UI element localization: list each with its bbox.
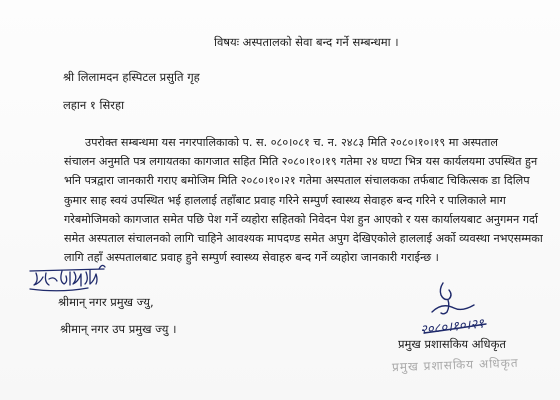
body-line: भनि पत्रद्वारा जानकारी गराए बमोजिम मिति २०८०।१०।२१ गतेमा अस्पताल संचालकका तर्फबाट चिकित्सक डा दिलिप (64, 174, 530, 188)
body-line: गरेबमोजिमको कागजात समेत पछि पेश गर्ने व्यहोरा सहितको निवेदन पेश हुन आएको र यस कार्यालयबाट अनुगमन गर्दा (64, 212, 538, 226)
copy-recipient: श्रीमान् नगर प्रमुख ज्यु, (58, 295, 154, 309)
letter-subject: विषयः अस्पतालको सेवा बन्द गर्ने सम्बन्धमा । (214, 35, 399, 49)
official-stamp: प्रमुख प्रशासकिय अधिकृत (391, 355, 519, 375)
body-line: कुमार साह स्वयं उपस्थित भई हाललाई तहाँबाट प्रवाह गरिने सम्पुर्ण स्वास्थ्य सेवाहरु बन्द गरिने र पालिकाले माग (64, 193, 506, 207)
body-line: संचालन अनुमति पत्र लगायतका कागजात सहित मिति २०८०।१०।१९ गतेमा २४ घण्टा भित्र यस कार्यलयमा उपस्थित हुन (64, 155, 538, 169)
body-line: समेत अस्पताल संचालनको लागि चाहिने आवश्यक मापदण्ड समेत अपुग देखिएकोले हाललाई अर्को व्यवस्था नभएसम्मका (64, 232, 543, 246)
recipient-location: लहान १ सिरहा (63, 98, 125, 112)
signatory-title: प्रमुख प्रशासकिय अधिकृत (398, 337, 506, 351)
copy-recipient: श्रीमान् नगर उप प्रमुख ज्यु । (60, 322, 177, 336)
body-line: लागि तहाँ अस्पतालबाट प्रवाह हुने सम्पुर्ण स्वास्थ्य सेवाहरु बन्द गर्ने व्यहोरा जानकारी गराईन्छ । (64, 251, 439, 265)
signature-date: २०८०।१०।२१ (419, 316, 485, 339)
recipient-name: श्री लिलामदन हस्पिटल प्रसुति गृह (63, 70, 200, 84)
body-line: उपरोक्त सम्बन्धमा यस नगरपालिकाको प. स. ०८०।०८१ च. न. २४८३ मिति २०८०।१०।१९ मा अस्पताल (85, 136, 499, 149)
